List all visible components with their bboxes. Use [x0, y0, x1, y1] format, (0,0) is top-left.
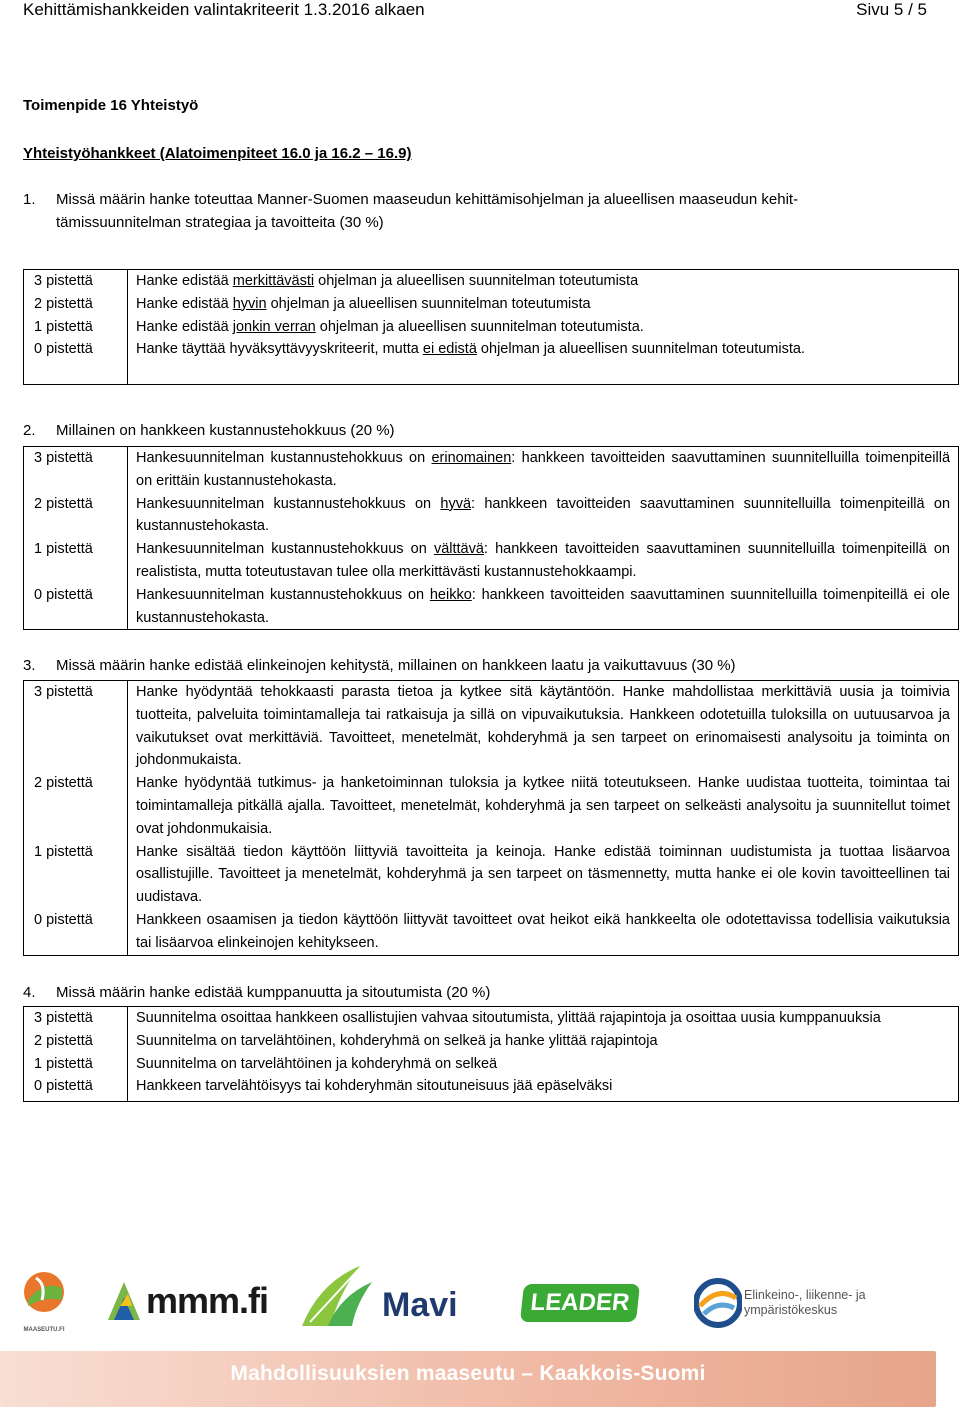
- question-text-line1: Missä määrin hanke toteuttaa Manner-Suomen maaseudun kehittämisohjelman ja alueellisen maaseudun kehit-: [56, 191, 799, 208]
- table-row: [24, 772, 959, 840]
- points-cell: 0 pistettä: [24, 584, 128, 630]
- leader-wordmark: LEADER: [520, 1284, 640, 1322]
- criteria-cell: Hanke sisältää tiedon käyttöön liittyviä tavoitteita ja keinoja. Hanke edistää toiminnan uudistumista ja tuottaa lisäarvoa osallistujille. Tavoitteet ja menetelmät, kohderyhmä ja sen tarpeet on täsmennetty, mutta hanke ei ole kovin tavoitteellinen tai uudistava.: [128, 841, 959, 909]
- mmm-emblem-icon: [104, 1276, 144, 1324]
- table-row: [24, 1053, 959, 1076]
- table-row: [24, 681, 959, 773]
- points-cell: 1 pistettä: [24, 538, 128, 584]
- criteria-cell: Hanke täyttää hyväksyttävyyskriteerit, mutta ei edistä ohjelman ja alueellisen suunnitelman toteutumista.: [128, 338, 959, 385]
- points-cell: 2 pistettä: [24, 293, 128, 316]
- table-row: [24, 584, 959, 630]
- criteria-cell: Hankkeen osaamisen ja tiedon käyttöön liittyvät tavoitteet ovat heikot eikä hankkeelta ole odotettavissa todellisia vaikutuksia tai lisäarvoa elinkeinojen kehitykseen.: [128, 909, 959, 955]
- mmm-wordmark: mmm.fi: [146, 1280, 269, 1321]
- criteria-cell: Suunnitelma osoittaa hankkeen osallistujien vahvaa sitoutumista, ylittää rajapintoja ja osoittaa uusia kumppanuuksia: [128, 1007, 959, 1030]
- criteria-cell: Hanke edistää merkittävästi ohjelman ja alueellisen suunnitelman toteutumista: [128, 270, 959, 293]
- page-number: Sivu 5 / 5: [856, 0, 927, 19]
- criteria-cell: Hanke edistää hyvin ohjelman ja alueellisen suunnitelman toteutumista: [128, 293, 959, 316]
- points-cell: 2 pistettä: [24, 1030, 128, 1053]
- question-text-line2: tämissuunnitelman strategiaa ja tavoitteita (30 %): [56, 214, 384, 231]
- question-3: [23, 654, 938, 677]
- logo-row: [0, 1262, 960, 1342]
- criteria-table-4: [23, 1006, 959, 1102]
- mavi-emblem-icon: [300, 1262, 380, 1328]
- table-row: [24, 841, 959, 909]
- ely-logo: [694, 1276, 894, 1332]
- criteria-cell: Hankesuunnitelman kustannustehokkuus on heikko: hankkeen tavoitteiden saavuttaminen suunnitelluilla toimenpiteillä ei ole kustannustehokasta.: [128, 584, 959, 630]
- question-4: [23, 981, 938, 1004]
- table-row: [24, 293, 959, 316]
- criteria-cell: Hankesuunnitelman kustannustehokkuus on välttävä: hankkeen tavoitteiden saavuttaminen suunnitelluilla toimenpiteillä on realistista, mutta toteutustavan tulee olla merkittävästi kustannustehokkaampi.: [128, 538, 959, 584]
- ely-label-line2: ympäristökeskus: [744, 1303, 838, 1317]
- points-cell: 0 pistettä: [24, 1075, 128, 1102]
- table-row: [24, 538, 959, 584]
- question-1: [23, 188, 938, 234]
- criteria-cell: Hankesuunnitelman kustannustehokkuus on erinomainen: hankkeen tavoitteiden saavuttaminen suunnitelluilla toimenpiteillä on erittäin kustannustehokasta.: [128, 447, 959, 493]
- table-row: [24, 338, 959, 385]
- question-text: Missä määrin hanke edistää kumppanuutta ja sitoutumista (20 %): [56, 984, 491, 1001]
- ely-emblem-icon: [694, 1276, 742, 1330]
- footer-text: Mahdollisuuksien maaseutu – Kaakkois-Suomi: [230, 1362, 706, 1385]
- points-cell: 3 pistettä: [24, 447, 128, 493]
- table-row: [24, 909, 959, 955]
- points-cell: 3 pistettä: [24, 1007, 128, 1030]
- question-number: 4.: [23, 984, 36, 1001]
- points-cell: 2 pistettä: [24, 772, 128, 840]
- criteria-cell: Suunnitelma on tarvelähtöinen, kohderyhmä on selkeä ja hanke ylittää rajapintoja: [128, 1030, 959, 1053]
- mavi-wordmark: Mavi: [382, 1286, 458, 1324]
- maaseutu-logo: [22, 1270, 66, 1334]
- criteria-cell: Hankkeen tarvelähtöisyys tai kohderyhmän sitoutuneisuus jää epäselväksi: [128, 1075, 959, 1102]
- page-title: Toimenpide 16 Yhteistyö: [23, 97, 199, 114]
- table-row: [24, 270, 959, 293]
- mavi-logo: [300, 1262, 460, 1332]
- maaseutu-emblem-icon: [22, 1270, 66, 1322]
- question-2: [23, 419, 938, 442]
- question-text: Missä määrin hanke edistää elinkeinojen kehitystä, millainen on hankkeen laatu ja vaikuttavuus (30 %): [56, 657, 736, 674]
- criteria-cell: Hanke edistää jonkin verran ohjelman ja alueellisen suunnitelman toteutumista.: [128, 316, 959, 339]
- header-title: Kehittämishankkeiden valintakriteerit 1.3.2016 alkaen: [23, 0, 425, 19]
- question-number: 3.: [23, 657, 36, 674]
- points-cell: 1 pistettä: [24, 841, 128, 909]
- points-cell: 1 pistettä: [24, 316, 128, 339]
- points-cell: 3 pistettä: [24, 270, 128, 293]
- criteria-cell: Hanke hyödyntää tutkimus- ja hanketoiminnan tuloksia ja kytkee niitä toteutukseen. Hanke uudistaa tuotteita, toimintaa tai toimintamalleja pitkällä ajalla. Tavoitteet, menetelmät, kohderyhmä ja sen tarpeet on selkeästi analysoitu ja suunnitellut toimet ovat johdonmukaisia.: [128, 772, 959, 840]
- criteria-table-2: [23, 446, 959, 630]
- points-cell: 1 pistettä: [24, 1053, 128, 1076]
- mmm-logo: [104, 1276, 269, 1326]
- points-cell: 2 pistettä: [24, 493, 128, 539]
- ely-label-line1: Elinkeino-, liikenne- ja: [744, 1288, 866, 1302]
- table-row: [24, 316, 959, 339]
- criteria-table-3: [23, 680, 959, 956]
- table-row: [24, 1007, 959, 1030]
- table-row: [24, 493, 959, 539]
- criteria-cell: Hanke hyödyntää tehokkaasti parasta tietoa ja kytkee sitä käytäntöön. Hanke mahdollistaa merkittäviä uusia ja toimivia tuotteita, palveluita toimintamalleja tai ratkaisuja ja sillä on vipuvaikutuksia. Hankkeen odotetuilla tuloksilla on uutuusarvoa ja vaikutukset ovat merkittäviä. Tavoitteet, menetelmät, kohderyhmä ja sen tarpeet on erinomaisesti analysoitu ja toiminta on johdonmukaista.: [128, 681, 959, 773]
- page-subtitle: Yhteistyöhankkeet (Alatoimenpiteet 16.0 ja 16.2 – 16.9): [23, 145, 412, 162]
- question-text: Millainen on hankkeen kustannustehokkuus (20 %): [56, 422, 395, 439]
- ely-label: [744, 1288, 866, 1318]
- points-cell: 0 pistettä: [24, 338, 128, 385]
- question-number: 2.: [23, 422, 36, 439]
- points-cell: 3 pistettä: [24, 681, 128, 773]
- criteria-cell: Suunnitelma on tarvelähtöinen ja kohderyhmä on selkeä: [128, 1053, 959, 1076]
- question-number: 1.: [23, 191, 36, 208]
- criteria-table-1: [23, 269, 959, 385]
- table-row: [24, 1075, 959, 1102]
- points-cell: 0 pistettä: [24, 909, 128, 955]
- maaseutu-label: MAASEUTU.FI: [23, 1327, 65, 1333]
- table-row: [24, 1030, 959, 1053]
- criteria-cell: Hankesuunnitelman kustannustehokkuus on hyvä: hankkeen tavoitteiden saavuttaminen suunnitelluilla toimenpiteillä on kustannustehokasta.: [128, 493, 959, 539]
- leader-logo: [522, 1284, 640, 1324]
- table-row: [24, 447, 959, 493]
